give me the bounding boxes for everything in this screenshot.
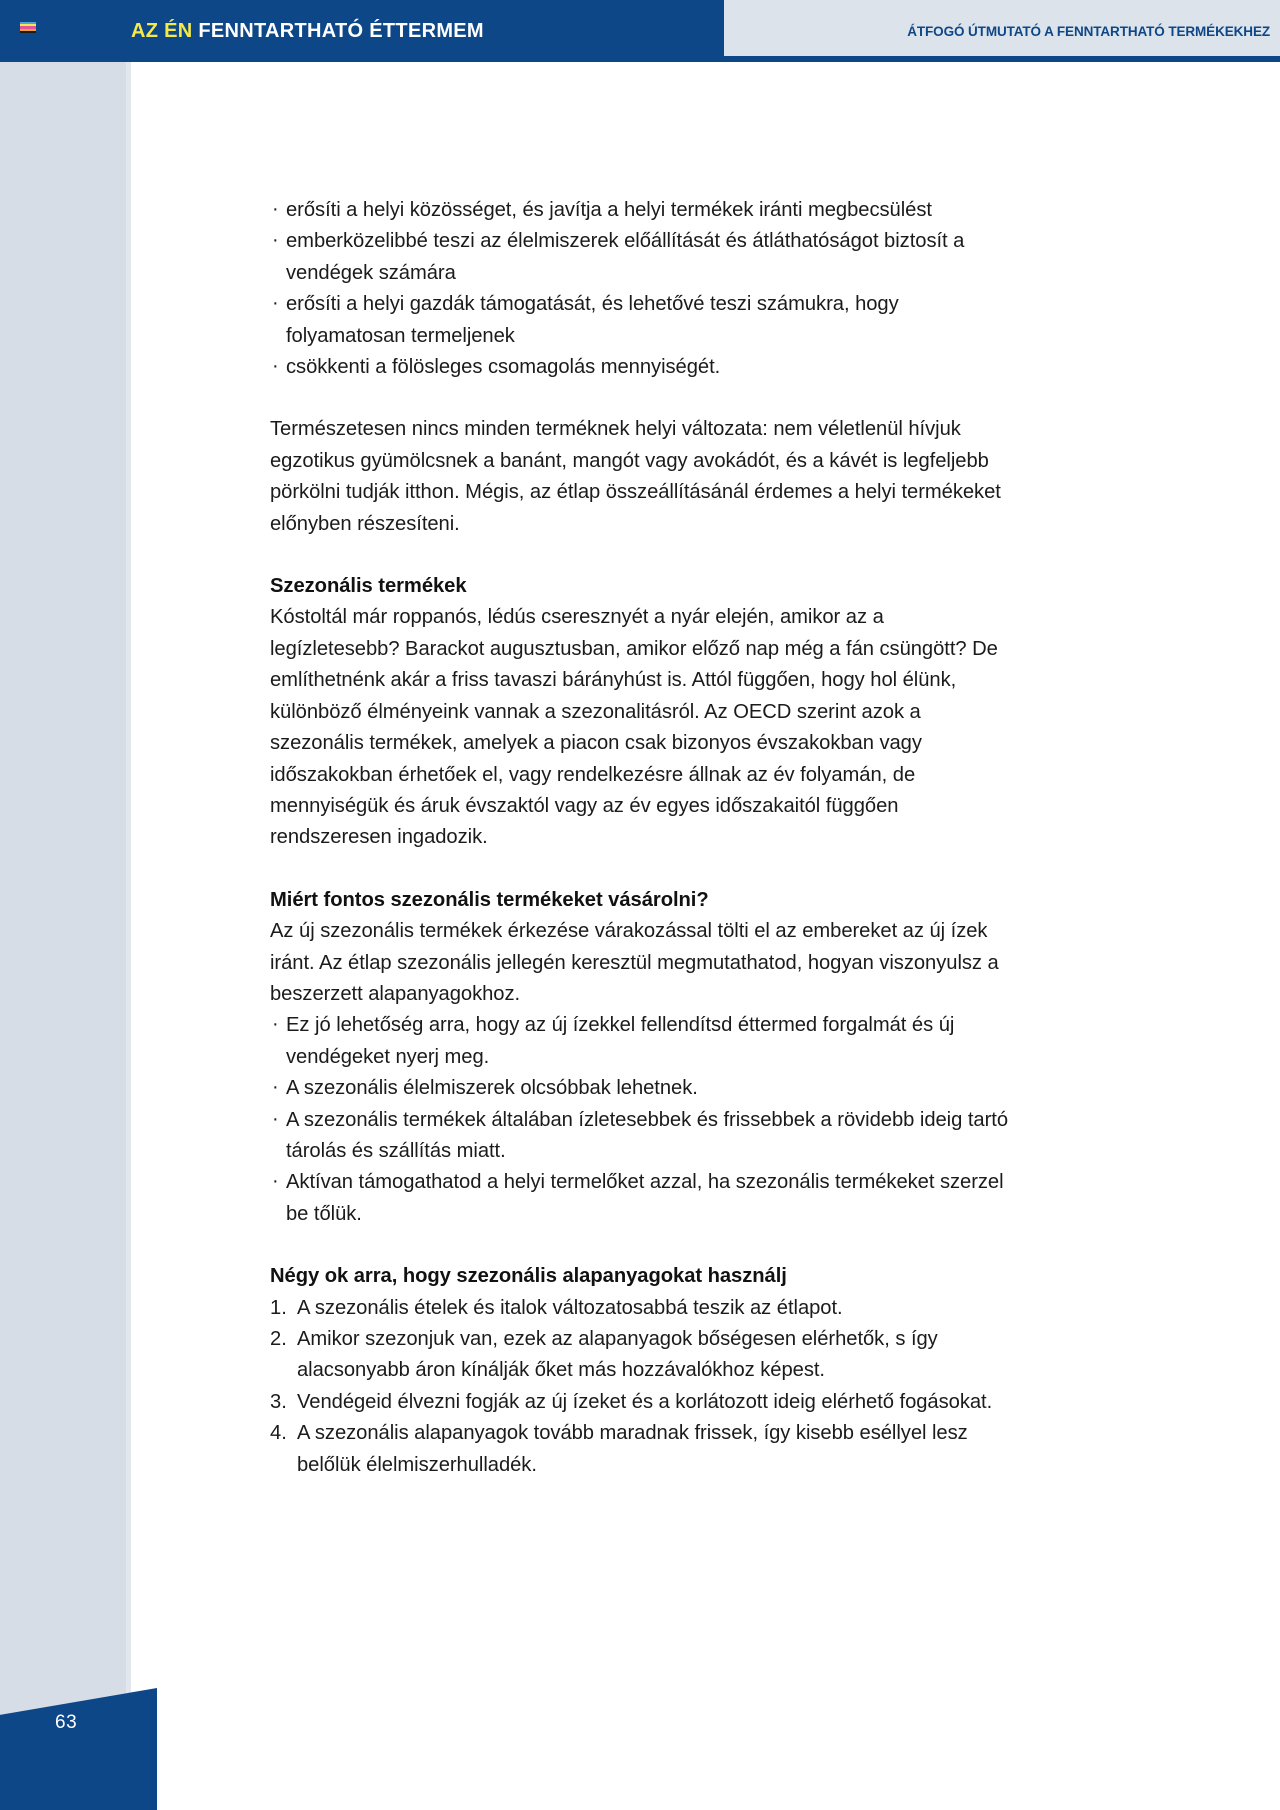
paragraph-seasonal-products: Kóstoltál már roppanós, lédús cseresznyét a nyár elején, amikor az a legízletesebb? Barackot augusztusban, amikor előző nap még a fán csüngött? De említhetnénk akár a friss tavaszi bárányhúst is. Attól függően, hogy hol élünk, különböző élményeink vannak a szezonalitásról. Az OECD szerint azok a szezonális termékek, amelyek a piacon csak bizonyos évszakokban vagy időszakokban érhetőek el, vagy rendelkezésre állnak az év folyamán, de mennyiségük és áruk évszaktól vagy az év egyes időszakaitól függően rendszeresen ingadozik. [270, 606, 998, 849]
heading-four-reasons: Négy ok arra, hogy szezonális alapanyagokat használj [270, 1265, 787, 1288]
left-margin-band [0, 0, 131, 1810]
header-underline-left [0, 56, 131, 62]
spacer [270, 1230, 1015, 1261]
spacer [270, 540, 1015, 571]
list-item: · Ez jó lehetőség arra, hogy az új ízekkel fellendítsd éttermed forgalmát és új vendégeket nyerj meg. [270, 1010, 1015, 1073]
color-strip-logo-icon [20, 22, 36, 33]
list-item: · csökkenti a fölösleges csomagolás mennyiségét. [270, 352, 1015, 383]
paragraph-local-products: Természetesen nincs minden terméknek helyi változata: nem véletlenül hívjuk egzotikus gyümölcsnek a banánt, mangót vagy avokádót, és a kávét is legfeljebb pörkölni tudják itthon. Mégis, az étlap összeállításánál érdemes a helyi termékeket előnyben részesíteni. [270, 418, 1001, 535]
list-item: · emberközelibbé teszi az élelmiszerek előállítását és átláthatóságot biztosít a vendégek számára [270, 226, 1015, 289]
page-number: 63 [55, 1712, 78, 1733]
page-header [0, 0, 1280, 62]
list-item: · A szezonális termékek általában ízletesebbek és frissebbek a rövidebb ideig tartó tárolás és szállítás miatt. [270, 1105, 1015, 1168]
brand-title [131, 20, 484, 43]
spacer [270, 383, 1015, 414]
heading-why-seasonal: Miért fontos szezonális termékeket vásárolni? [270, 888, 709, 911]
list-item: Amikor szezonjuk van, ezek az alapanyagok bőségesen elérhetők, s így alacsonyabb áron kínálják őket más hozzávalókhoz képest. [297, 1328, 938, 1382]
intro-bullet-list [270, 195, 1015, 383]
paragraph-why-seasonal: Az új szezonális termékek érkezése várakozással tölti el az embereket az új ízek iránt. Az étlap szezonális jellegén keresztül megmutathatod, hogyan viszonyulsz a beszerzett alapanyagokhoz. [270, 920, 999, 1005]
header-underline [131, 56, 1280, 62]
four-reasons-list [270, 1293, 1015, 1481]
left-margin-band-edge [126, 0, 131, 1810]
brand-title-accent: AZ ÉN [131, 20, 193, 42]
list-item: · A szezonális élelmiszerek olcsóbbak lehetnek. [270, 1073, 1015, 1104]
spacer [270, 854, 1015, 885]
list-item: A szezonális ételek és italok változatosabbá teszik az étlapot. [297, 1296, 843, 1319]
brand-title-rest: FENNTARTHATÓ ÉTTERMEM [198, 20, 484, 42]
list-item: A szezonális alapanyagok tovább maradnak frissek, így kisebb eséllyel lesz belőlük élelmiszerhulladék. [297, 1422, 968, 1476]
page-content [270, 195, 1015, 1481]
why-bullet-list [270, 1010, 1015, 1230]
list-item: · erősíti a helyi közösséget, és javítja a helyi termékek iránti megbecsülést [270, 195, 1015, 226]
list-item: · Aktívan támogathatod a helyi termelőket azzal, ha szezonális termékeket szerzel be tőlük. [270, 1167, 1015, 1230]
list-item: · erősíti a helyi gazdák támogatását, és lehetővé teszi számukra, hogy folyamatosan termeljenek [270, 289, 1015, 352]
list-item: Vendégeid élvezni fogják az új ízeket és a korlátozott ideig elérhető fogásokat. [297, 1390, 993, 1413]
heading-seasonal-products: Szezonális termékek [270, 575, 467, 598]
header-subtitle: ÁTFOGÓ ÚTMUTATÓ A FENNTARTHATÓ TERMÉKEKHEZ [907, 24, 1270, 39]
